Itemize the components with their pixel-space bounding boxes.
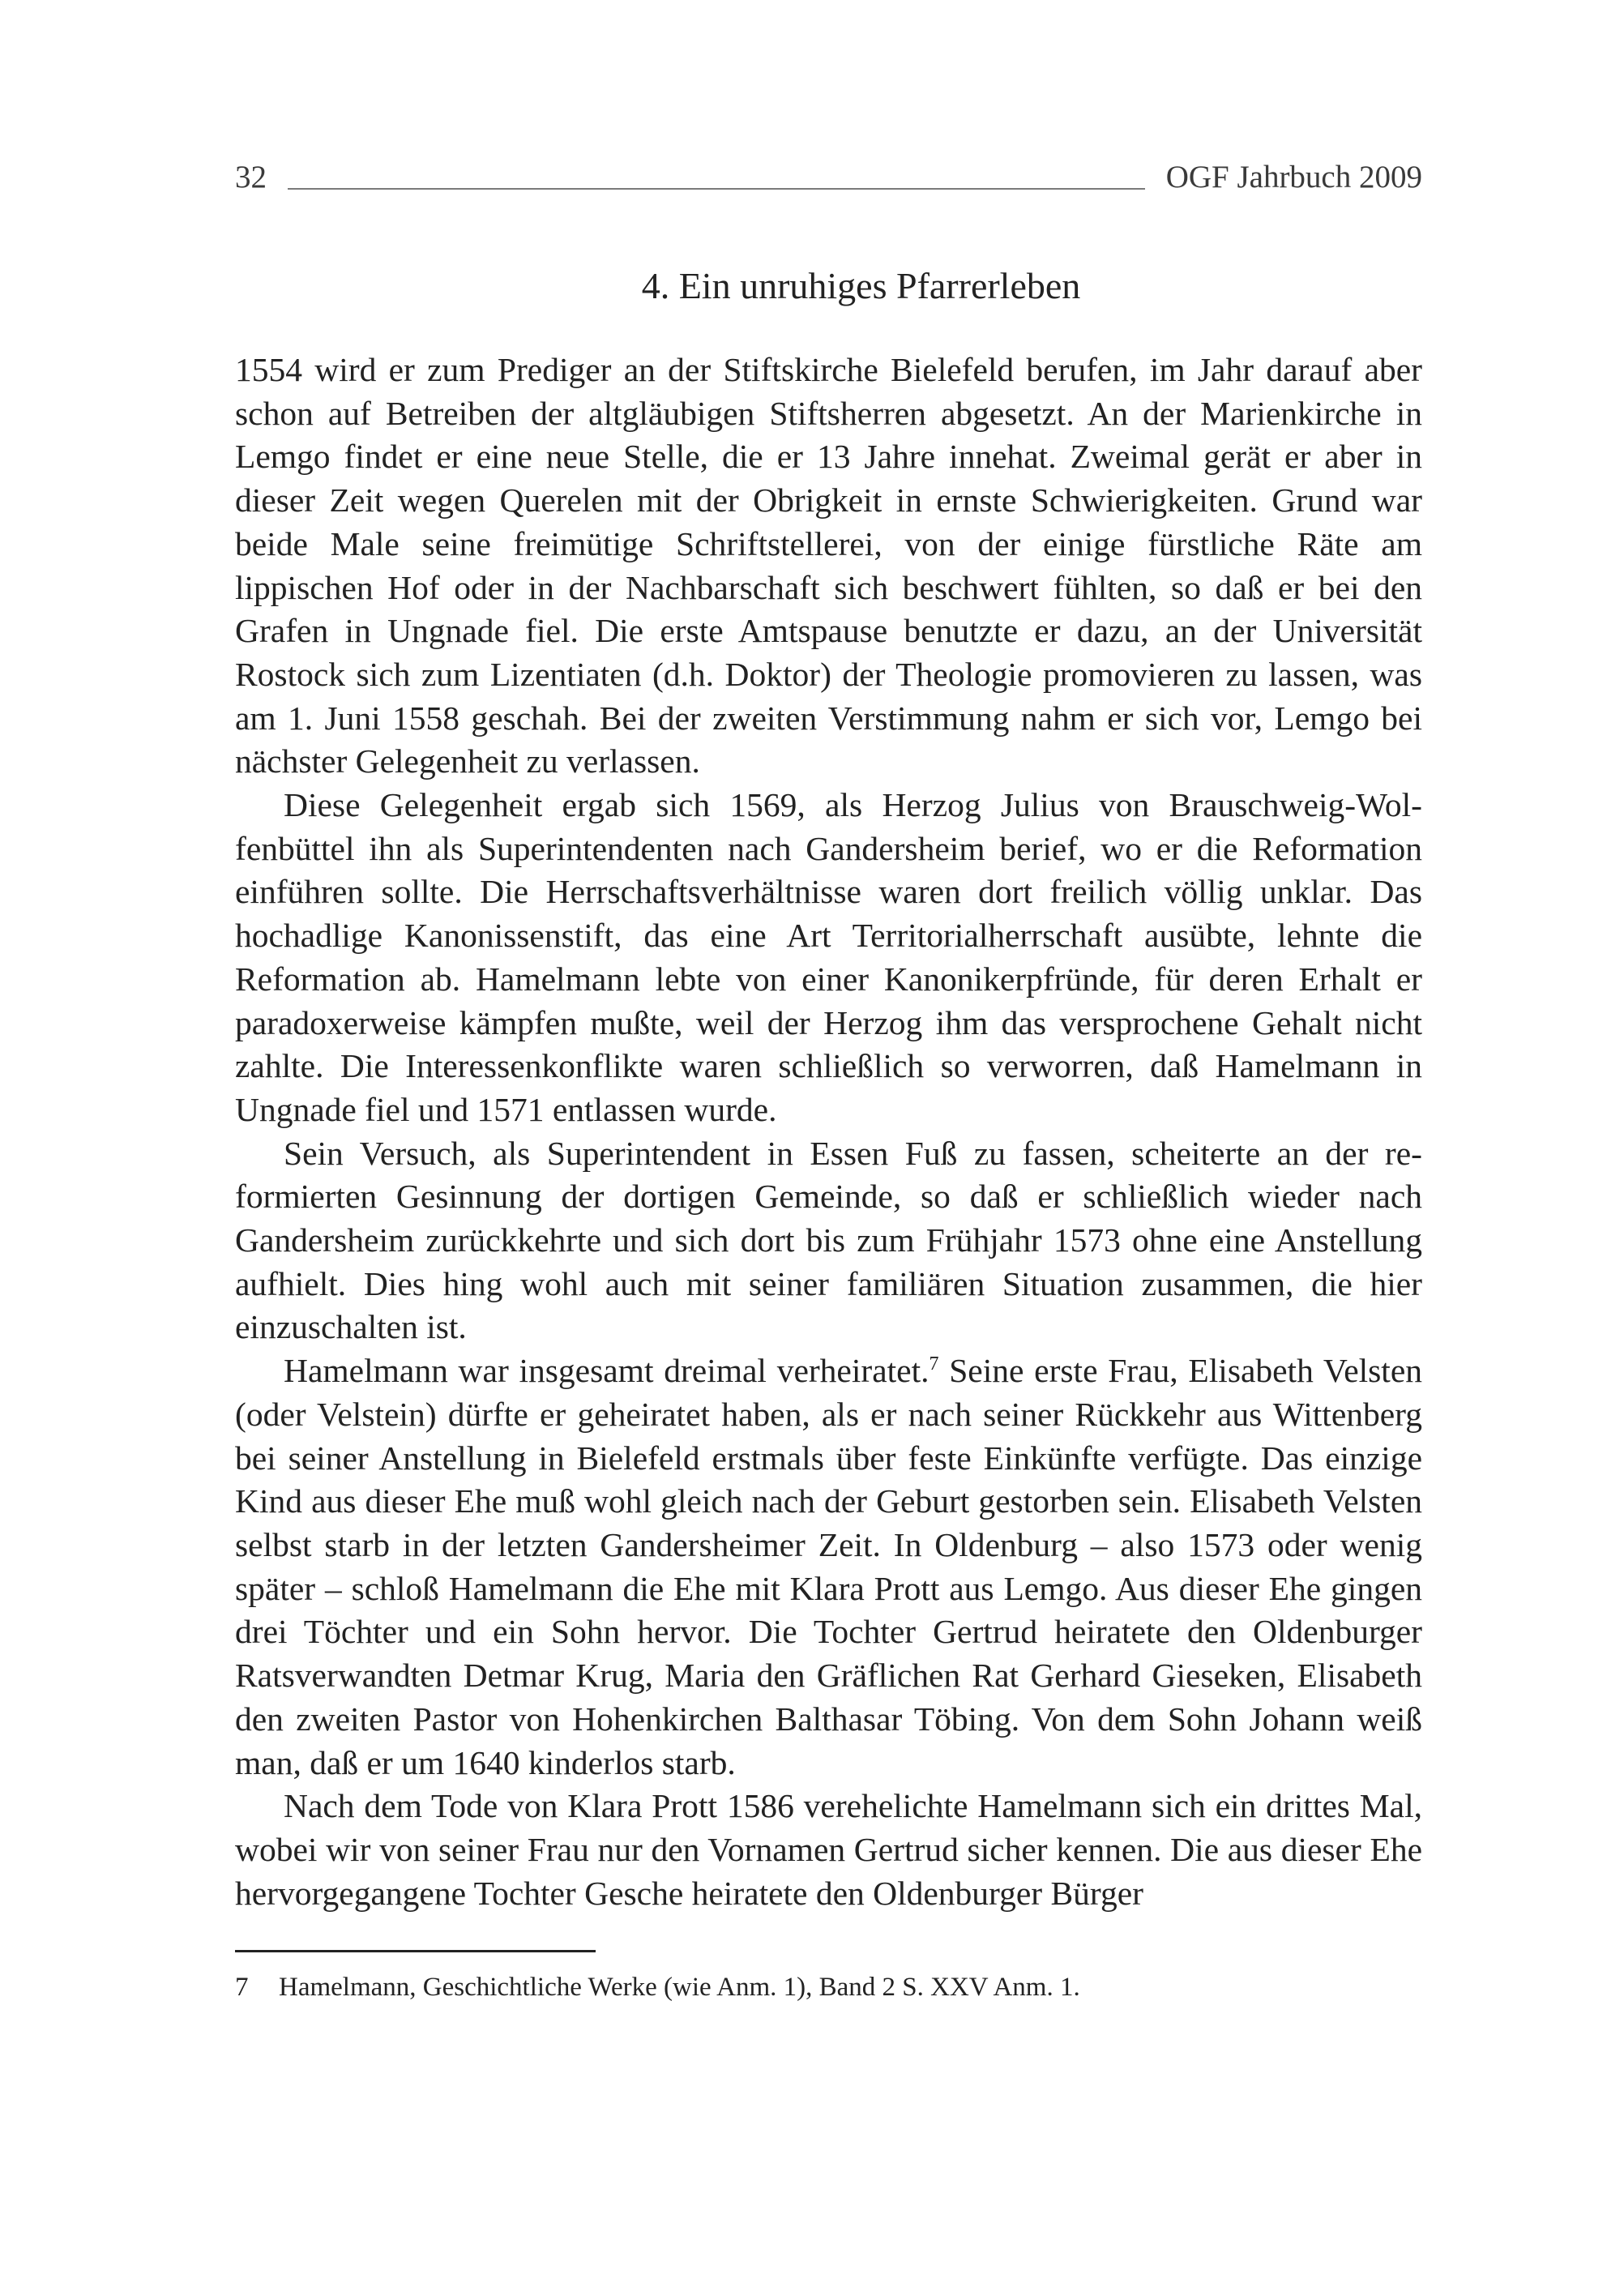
footnote-text: Hamelmann, Geschichtliche Werke (wie Anm. 1), Band 2 S. XXV Anm. 1. [279, 1973, 1080, 2002]
paragraph-5: Nach dem Tode von Klara Prott 1586 verehelichte Hamelmann sich ein drittes Mal, wobei wir von seiner Frau nur den Vornamen Gertrud sicher kennen. Die aus dieser Ehe hervorgegangene Tochter Gesche heiratete den Oldenburger Bürger [235, 1787, 1422, 1912]
body-text [235, 348, 1422, 1915]
running-header [235, 152, 1422, 193]
paragraph-2: Diese Gelegenheit ergab sich 1569, als Herzog Julius von Brauschweig-Wolfenbüttel ihn als Superintendenten nach Gandersheim berief, wo er die Reformation einführen sollte. Die Herrschaftsverhältnisse waren dort freilich völlig unklar. Das hochadlige Kanonissenstift, das eine Art Territorialherrschaft ausübte, lehnte die Reformation ab. Hamelmann lebte von einer Kanonikerpfründe, für deren Erhalt er paradoxerweise kämpfen mußte, weil der Herzog ihm das versprochene Gehalt nicht zahlte. Die Interessenkonflikte waren schließlich so verworren, daß Hamelmann in Ungnade fiel und 1571 entlassen wurde. [235, 786, 1422, 1128]
paragraph-4 [235, 1349, 1422, 1785]
page-number: 32 [235, 160, 267, 195]
section-title: 4. Ein unruhiges Pfarrerleben [641, 265, 1081, 306]
footnote-reference[interactable]: 7 [929, 1353, 939, 1375]
journal-title: OGF Jahrbuch 2009 [1165, 160, 1422, 195]
paragraph-4-rest: Seine erste Frau, Elisabeth Velsten (oder Velstein) dürfte er geheiratet haben, als er nach seiner Rückkehr aus Wittenberg bei seiner Anstellung in Bielefeld erstmals über feste Einkünfte verfügte. Das einzige Kind aus dieser Ehe muß wohl gleich nach der Geburt gestorben sein. Elisabeth Velsten selbst starb in der letzten Gandersheimer Zeit. In Oldenburg – also 1573 oder wenig später – schloß Hamelmann die Ehe mit Klara Prott aus Lemgo. Aus dieser Ehe gingen drei Töchter und ein Sohn hervor. Die Tochter Gertrud heiratete den Oldenburger Ratsverwandten Detmar Krug, Maria den Gräflichen Rat Gerhard Gieseken, Elisabeth den zweiten Pastor von Hohenkirchen Balthasar Töbing. Von dem Sohn Johann weiß man, daß er um 1640 kinderlos starb. [235, 1352, 1422, 1781]
paragraph-4-start: Hamelmann war insgesamt dreimal verheiratet. [284, 1352, 930, 1390]
paragraph-3: Sein Versuch, als Superintendent in Essen Fuß zu fassen, scheiterte an der reformierten Gesinnung der dortigen Gemeinde, so daß er schließlich wieder nach Gandersheim zurückkehrte und sich dort bis zum Frühjahr 1573 ohne eine Anstellung aufhielt. Dies hing wohl auch mit seiner familiären Situation zusammen, die hier einzuschalten ist. [235, 1134, 1422, 1346]
footnote-number: 7 [235, 1973, 249, 2002]
footnote [235, 1971, 1422, 2003]
header-rule [288, 188, 1145, 190]
footnote-separator [235, 1950, 596, 1952]
paragraph-1: 1554 wird er zum Prediger an der Stiftskirche Bielefeld berufen, im Jahr darauf aber schon auf Betreiben der altgläubigen Stiftsherren abgesetzt. An der Marienkirche in Lemgo findet er eine neue Stelle, die er 13 Jahre innehat. Zweimal gerät er aber in dieser Zeit wegen Querelen mit der Obrigkeit in ernste Schwierigkeiten. Grund war beide Male seine freimütige Schriftstellerei, von der einige fürstliche Räte am lippischen Hof oder in der Nachbarschaft sich beschwert fühlten, so daß er bei den Grafen in Ungnade fiel. Die erste Amtspause benutzte er dazu, an der Universität Rostock sich zum Lizentiaten (d.h. Doktor) der Theologie promovieren zu lassen, was am 1. Juni 1558 geschah. Bei der zweiten Verstimmung nahm er sich vor, Lemgo bei nächster Gelegenheit zu verlassen. [235, 351, 1422, 780]
